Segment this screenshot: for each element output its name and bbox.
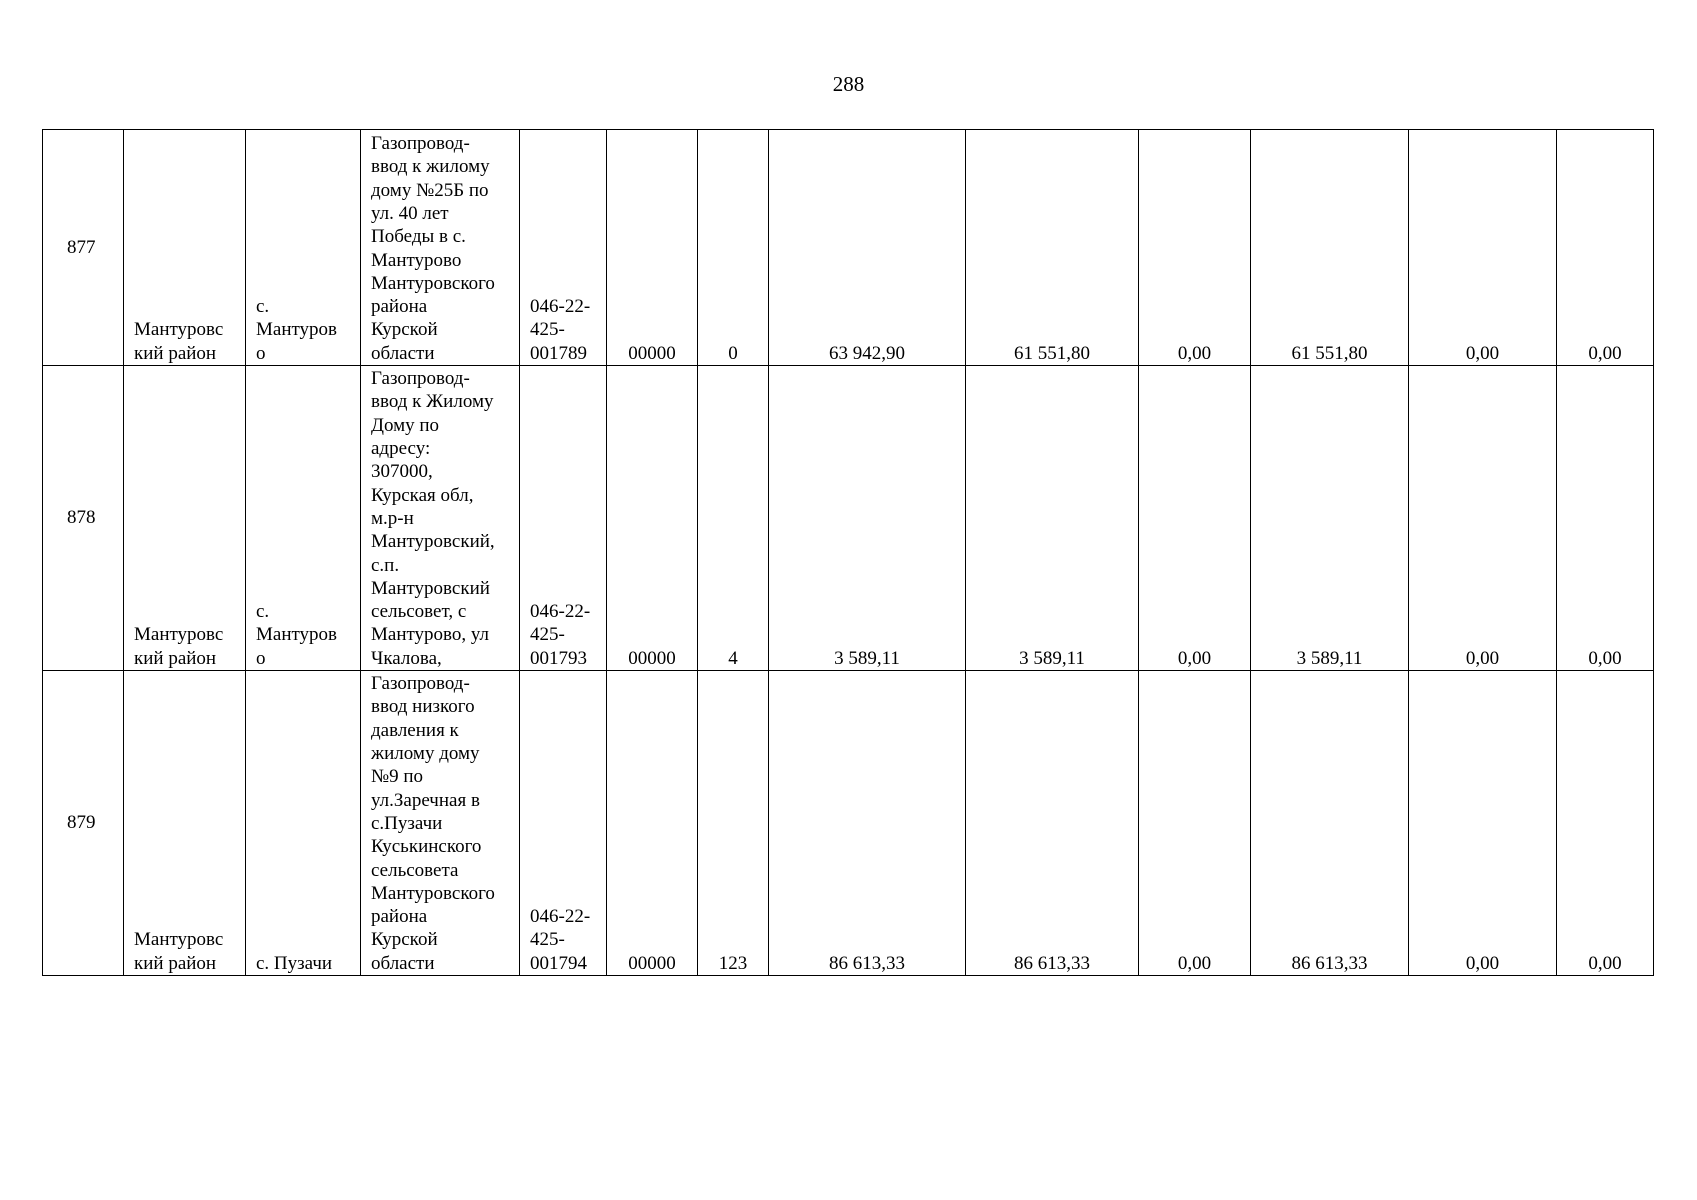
value-cell: 0,00 xyxy=(1557,130,1654,366)
value-cell: 3 589,11 xyxy=(1251,366,1409,671)
page-number: 288 xyxy=(832,72,865,96)
count-cell: 123 xyxy=(698,671,769,976)
object-name-cell: Газопровод- ввод к Жилому Дому по адресу: 307000, Курская обл, м.р-н Мантуровский, с.п. Мантуровский сельсовет, с Мантурово, ул Чкалова, xyxy=(361,366,520,671)
value-cell: 86 613,33 xyxy=(966,671,1139,976)
object-name-cell: Газопровод- ввод низкого давления к жилому дому №9 по ул.Заречная в с.Пузачи Куськинского сельсовета Мантуровского района Курской области xyxy=(361,671,520,976)
table-row xyxy=(43,671,1654,976)
row-number: 877 xyxy=(43,130,124,366)
value-cell: 0,00 xyxy=(1557,366,1654,671)
object-name-cell: Газопровод- ввод к жилому дому №25Б по ул. 40 лет Победы в с. Мантурово Мантуровского района Курской области xyxy=(361,130,520,366)
value-cell: 0,00 xyxy=(1409,366,1557,671)
value-cell: 0,00 xyxy=(1557,671,1654,976)
registry-table xyxy=(42,129,1654,976)
object-code-cell: 046-22- 425- 001789 xyxy=(520,130,607,366)
locality-cell: с. Мантуров о xyxy=(246,366,361,671)
locality-cell: с. Мантуров о xyxy=(246,130,361,366)
object-code-cell: 046-22- 425- 001793 xyxy=(520,366,607,671)
district-cell: Мантуровс кий район xyxy=(124,130,246,366)
district-cell: Мантуровс кий район xyxy=(124,671,246,976)
code-suffix-cell: 00000 xyxy=(607,366,698,671)
value-cell: 0,00 xyxy=(1409,130,1557,366)
value-cell: 86 613,33 xyxy=(769,671,966,976)
value-cell: 0,00 xyxy=(1139,130,1251,366)
code-suffix-cell: 00000 xyxy=(607,671,698,976)
code-suffix-cell: 00000 xyxy=(607,130,698,366)
count-cell: 4 xyxy=(698,366,769,671)
row-number: 878 xyxy=(43,366,124,671)
count-cell: 0 xyxy=(698,130,769,366)
value-cell: 61 551,80 xyxy=(1251,130,1409,366)
value-cell: 0,00 xyxy=(1409,671,1557,976)
value-cell: 86 613,33 xyxy=(1251,671,1409,976)
value-cell: 3 589,11 xyxy=(966,366,1139,671)
value-cell: 61 551,80 xyxy=(966,130,1139,366)
value-cell: 3 589,11 xyxy=(769,366,966,671)
value-cell: 0,00 xyxy=(1139,671,1251,976)
locality-cell: с. Пузачи xyxy=(246,671,361,976)
value-cell: 63 942,90 xyxy=(769,130,966,366)
table-row xyxy=(43,366,1654,671)
row-number: 879 xyxy=(43,671,124,976)
district-cell: Мантуровс кий район xyxy=(124,366,246,671)
table-row xyxy=(43,130,1654,366)
object-code-cell: 046-22- 425- 001794 xyxy=(520,671,607,976)
value-cell: 0,00 xyxy=(1139,366,1251,671)
